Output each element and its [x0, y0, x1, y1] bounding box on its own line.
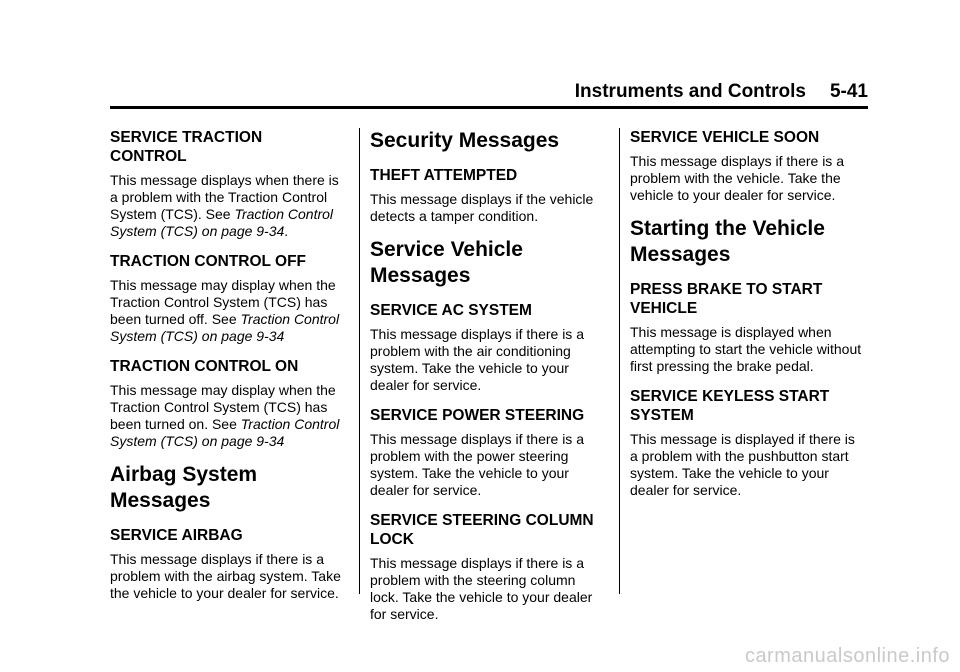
column-divider-2 — [619, 128, 620, 594]
column-divider-1 — [359, 128, 360, 594]
heading-service-airbag: SERVICE AIRBAG — [110, 527, 243, 544]
heading-service-keyless-start: SERVICE KEYLESS START SYSTEM — [630, 388, 830, 424]
heading-service-steering-column-lock: SERVICE STEERING COLUMN LOCK — [370, 512, 594, 548]
header-rule — [110, 106, 868, 109]
heading-security-messages: Security Messages — [370, 129, 560, 152]
heading-service-vehicle-messages: Service Vehicle Messages — [370, 238, 523, 287]
body-text: This message displays when there is a problem with the Traction Control System (TCS). See — [110, 172, 339, 222]
page-header — [110, 80, 868, 104]
text-traction-control-off — [110, 277, 342, 345]
heading-service-traction-control: SERVICE TRACTION CONTROL — [110, 129, 263, 165]
heading-service-ac-system: SERVICE AC SYSTEM — [370, 302, 532, 319]
cross-reference-link[interactable]: Traction Control System (TCS) on page 9-34 — [110, 416, 340, 449]
column-1 — [110, 128, 342, 614]
text-service-ac-system: This message displays if there is a problem with the air conditioning system. Take the vehicle to your dealer for service. — [370, 326, 584, 393]
body-text: . — [284, 223, 289, 239]
heading-airbag-system-messages: Airbag System Messages — [110, 463, 258, 512]
watermark-logo: carmanualsonline.info — [744, 645, 950, 667]
text-traction-control-on — [110, 382, 342, 450]
text-service-airbag: This message displays if there is a problem with the airbag system. Take the vehicle to your dealer for service. — [110, 551, 341, 601]
heading-starting-vehicle-messages: Starting the Vehicle Messages — [630, 217, 825, 266]
text-service-vehicle-soon: This message displays if there is a problem with the vehicle. Take the vehicle to your dealer for service. — [630, 153, 844, 203]
heading-service-power-steering: SERVICE POWER STEERING — [370, 407, 585, 424]
text-press-brake-to-start: This message is displayed when attempting to start the vehicle without first pressing the brake pedal. — [630, 324, 862, 374]
text-service-steering-column-lock: This message displays if there is a problem with the steering column lock. Take the vehicle to your dealer for service. — [370, 555, 593, 622]
heading-press-brake-to-start: PRESS BRAKE TO START VEHICLE — [630, 281, 823, 317]
section-title: Instruments and Controls — [574, 81, 806, 102]
cross-reference-link[interactable]: Traction Control System (TCS) on page 9-34 — [110, 311, 340, 344]
column-2 — [370, 128, 602, 635]
text-service-traction-control — [110, 172, 342, 240]
column-3 — [630, 128, 862, 511]
text-service-power-steering: This message displays if there is a problem with the power steering system. Take the vehicle to your dealer for service. — [370, 431, 584, 498]
body-text: This message may display when the Traction Control System (TCS) has been turned off. See — [110, 277, 336, 327]
text-theft-attempted: This message displays if the vehicle detects a tamper condition. — [370, 191, 594, 224]
heading-theft-attempted: THEFT ATTEMPTED — [370, 167, 518, 184]
heading-service-vehicle-soon: SERVICE VEHICLE SOON — [630, 129, 820, 146]
body-text: This message may display when the Traction Control System (TCS) has been turned on. See — [110, 382, 336, 432]
text-service-keyless-start: This message is displayed if there is a problem with the pushbutton start system. Take the vehicle to your dealer for service. — [630, 431, 855, 498]
heading-traction-control-off: TRACTION CONTROL OFF — [110, 253, 307, 270]
heading-traction-control-on: TRACTION CONTROL ON — [110, 358, 299, 375]
page-number: 5-41 — [829, 81, 868, 102]
cross-reference-link[interactable]: Traction Control System (TCS) on page 9-34 — [110, 206, 334, 239]
